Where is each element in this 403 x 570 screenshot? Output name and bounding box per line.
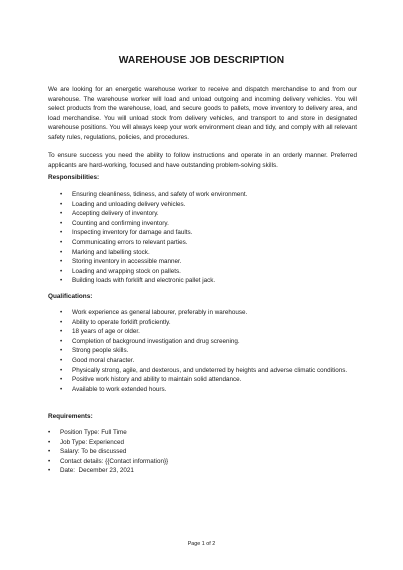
requirements-list [48, 428, 357, 476]
bullet-icon: • [60, 191, 63, 198]
list-item-text: Work experience as general labourer, preferably in warehouse. [72, 309, 248, 316]
list-item [60, 238, 357, 248]
list-item [48, 447, 357, 457]
document-title: WAREHOUSE JOB DESCRIPTION [118, 55, 285, 66]
list-item-text: Strong people skills. [72, 347, 129, 355]
list-item-text: Completion of background investigation and drug screening. [72, 337, 240, 345]
list-item [48, 466, 357, 476]
list-item [60, 346, 357, 356]
bullet-icon: • [60, 210, 63, 218]
list-item [60, 276, 357, 286]
list-item [60, 327, 357, 337]
list-item-text: Position Type: Full Time [60, 429, 127, 436]
bullet-icon: • [60, 258, 63, 266]
bullet-icon: • [60, 385, 63, 393]
bullet-icon: • [60, 229, 63, 237]
list-item [60, 366, 357, 376]
list-item [60, 337, 357, 347]
bullet-icon: • [60, 277, 63, 285]
list-item [60, 267, 357, 277]
qualifications-list [60, 308, 357, 394]
list-item-text: Marking and labelling stock. [72, 248, 150, 256]
list-item-text: Available to work extended hours. [72, 385, 167, 393]
bullet-icon: • [60, 376, 63, 384]
bullet-icon: • [60, 238, 63, 246]
bullet-icon: • [60, 318, 63, 326]
list-item-text: Date: December 23, 2021 [60, 467, 134, 475]
list-item [60, 356, 357, 366]
bullet-icon: • [60, 328, 63, 336]
list-item-text: Communicating errors to relevant parties. [72, 238, 188, 246]
list-item-text: Loading and wrapping stock on pallets. [72, 267, 181, 275]
list-item [60, 209, 357, 219]
bullet-icon: • [60, 356, 63, 364]
bullet-icon: • [60, 200, 63, 208]
list-item [48, 438, 357, 448]
bullet-icon: • [60, 366, 63, 374]
success-paragraph: To ensure success you need the ability to follow instructions and operate in an orderly manner. Preferred applicants are hard-working, focused and have outstanding problem-solving skills. [48, 152, 357, 169]
bullet-icon: • [60, 219, 63, 227]
list-item-text: Loading and unloading delivery vehicles. [72, 200, 186, 208]
list-item [60, 200, 357, 210]
list-item-text: Salary: To be discussed [60, 448, 127, 456]
bullet-icon: • [48, 448, 51, 456]
list-item-text: Counting and confirming inventory. [72, 219, 169, 227]
list-item-text: Inspecting inventory for damage and faults. [72, 229, 193, 237]
list-item-text: Good moral character. [72, 356, 135, 364]
bullet-icon: • [60, 267, 63, 275]
list-item [60, 385, 357, 395]
bullet-icon: • [48, 438, 51, 446]
list-item [60, 248, 357, 258]
list-item-text: Storing inventory in accessible manner. [72, 258, 182, 266]
list-item [60, 308, 357, 318]
list-item [60, 228, 357, 238]
qualifications-heading: Qualifications: [48, 293, 93, 300]
list-item-text: Job Type: Experienced [60, 438, 124, 446]
list-item-text: Contact details: {{Contact information}} [60, 457, 169, 465]
list-item [60, 190, 357, 200]
responsibilities-list [60, 190, 357, 286]
list-item [60, 219, 357, 229]
bullet-icon: • [48, 467, 51, 475]
list-item-text: Accepting delivery of inventory. [72, 210, 159, 218]
list-item [60, 257, 357, 267]
list-item-text: Positive work history and ability to maintain solid attendance. [72, 376, 242, 384]
bullet-icon: • [48, 457, 51, 465]
bullet-icon: • [60, 248, 63, 256]
list-item-text: Ability to operate forklift proficiently. [72, 318, 171, 326]
intro-paragraph: We are looking for an energetic warehouse worker to receive and dispatch merchandise to and from our warehouse. The warehouse worker will load and unload outgoing and incoming delivery vehicles. You will select products from the warehouse, load, and secure goods to pallets, move inventory to delivery area, and load merchandise. You will unload stock from delivery vehicles, and transport to and store in designated warehouse positions. You will always keep your work environment clean and tidy, and comply with all relevant safety rules, regulations, policies, and procedures. [48, 86, 357, 141]
list-item [60, 318, 357, 328]
list-item [48, 457, 357, 467]
bullet-icon: • [48, 429, 51, 436]
bullet-icon: • [60, 347, 63, 355]
list-item-text: Building loads with forklift and electronic pallet jack. [72, 277, 216, 285]
responsibilities-heading: Responsibilities: [48, 174, 100, 181]
list-item-text: Ensuring cleanliness, tidiness, and safety of work environment. [72, 191, 248, 198]
page-number: Page 1 of 2 [187, 541, 216, 547]
bullet-icon: • [60, 337, 63, 345]
bullet-icon: • [60, 309, 63, 316]
requirements-heading: Requirements: [48, 413, 93, 420]
list-item [48, 428, 357, 438]
list-item-text: Physically strong, agile, and dexterous, and undeterred by heights and adverse climatic conditions. [72, 366, 348, 374]
list-item [60, 375, 357, 385]
list-item-text: 18 years of age or older. [72, 328, 140, 336]
